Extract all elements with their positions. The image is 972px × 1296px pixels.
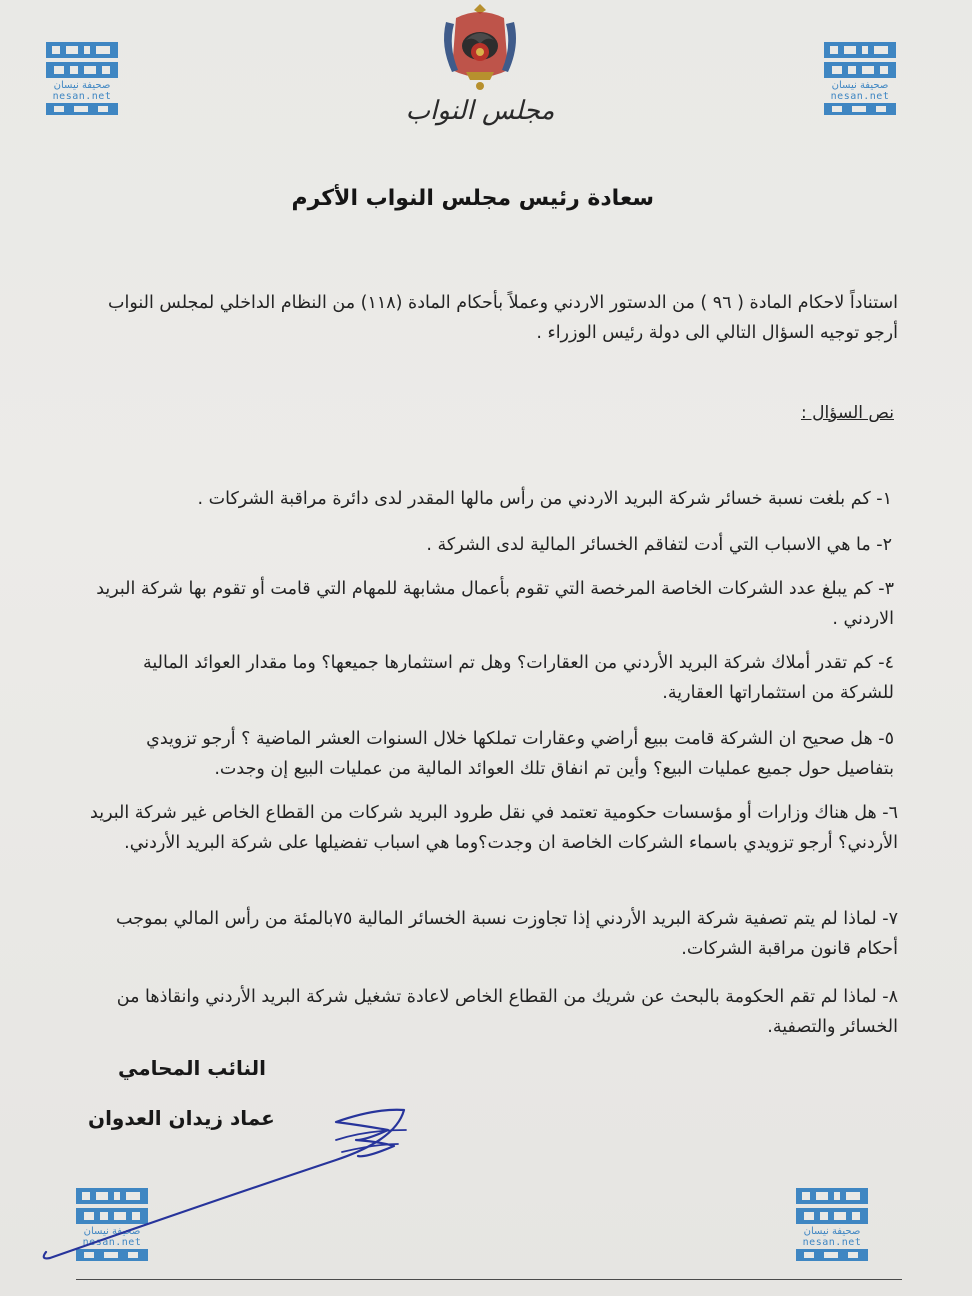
nesan-logo-icon	[822, 40, 898, 80]
jordan-coat-of-arms-icon	[436, 0, 524, 92]
council-name: مجلس النواب	[405, 96, 555, 126]
watermark-arabic: صحيفة نيسان	[83, 1226, 141, 1237]
question-6: ٦- هل هناك وزارات أو مؤسسات حكومية تعتمد في نقل طرود البريد شركات من القطاع الخاص غير شركة البريد الأردني؟ أرجو تزويدي باسماء الشركات الخاصة ان وجدت؟وما هي اسباب تفضيلها على شركة البريد الأردني.	[90, 803, 898, 853]
nesan-logo-icon	[44, 40, 120, 80]
signatory-title: النائب المحامي	[118, 1056, 266, 1080]
watermark-url: nesan.net	[82, 1237, 142, 1248]
question-4: ٤- كم تقدر أملاك شركة البريد الأردني من العقارات؟ وهل تم استثمارها جميعها؟ وما مقدار العوائد المالية للشركة من استثماراتها العقارية.	[143, 653, 894, 703]
handwritten-signature-icon	[36, 1100, 416, 1270]
question-8: ٨- لماذا لم تقم الحكومة بالبحث عن شريك من القطاع الخاص لاعادة تشغيل شركة البريد الأردني وانقاذها من الخسائر والتصفية.	[116, 987, 898, 1037]
watermark-url: nesan.net	[52, 91, 112, 102]
nesan-logo-strip-icon	[794, 1248, 870, 1262]
nesan-logo-strip-icon	[44, 102, 120, 116]
signatory-name: عماد زيدان العدوان	[88, 1106, 275, 1130]
addressee-heading: سعادة رئيس مجلس النواب الأكرم	[291, 186, 654, 211]
watermark-bottom-right	[792, 1186, 872, 1262]
watermark-top-left	[42, 40, 122, 116]
nesan-logo-icon	[794, 1186, 870, 1226]
intro-paragraph: استناداً لاحكام المادة ( ٩٦ ) من الدستور الاردني وعملاً بأحكام المادة (١١٨) من النظام الداخلي لمجلس النواب أرجو توجيه السؤال التالي الى دولة رئيس الوزراء .	[107, 293, 898, 343]
question-5: ٥- هل صحيح ان الشركة قامت ببيع أراضي وعقارات تملكها خلال السنوات العشر الماضية ؟ أرجو تزويدي بتفاصيل حول جميع عمليات البيع؟ وأين تم انفاق تلك العوائد المالية من عمليات البيع إن وجدت.	[146, 729, 894, 779]
question-2: ٢- ما هي الاسباب التي أدت لتفاقم الخسائر المالية لدى الشركة .	[426, 535, 892, 555]
watermark-top-right	[820, 40, 900, 116]
watermark-url: nesan.net	[802, 1237, 862, 1248]
bottom-rule	[76, 1279, 902, 1280]
watermark-arabic: صحيفة نيسان	[831, 80, 889, 91]
watermark-url: nesan.net	[830, 91, 890, 102]
watermark-arabic: صحيفة نيسان	[803, 1226, 861, 1237]
question-7: ٧- لماذا لم يتم تصفية شركة البريد الأردني إذا تجاوزت نسبة الخسائر المالية ٧٥بالمئة من رأس المالي بموجب أحكام قانون مراقبة الشركات.	[115, 909, 898, 959]
watermark-arabic: صحيفة نيسان	[53, 80, 111, 91]
nesan-logo-strip-icon	[822, 102, 898, 116]
question-1: ١- كم بلغت نسبة خسائر شركة البريد الاردني من رأس مالها المقدر لدى دائرة مراقبة الشركات .	[197, 489, 892, 509]
question-3: ٣- كم يبلغ عدد الشركات الخاصة المرخصة التي تقوم بأعمال مشابهة للمهام التي قامت أو تقوم بها شركة البريد الاردني .	[96, 579, 894, 629]
questions-label: نص السؤال :	[800, 403, 894, 423]
